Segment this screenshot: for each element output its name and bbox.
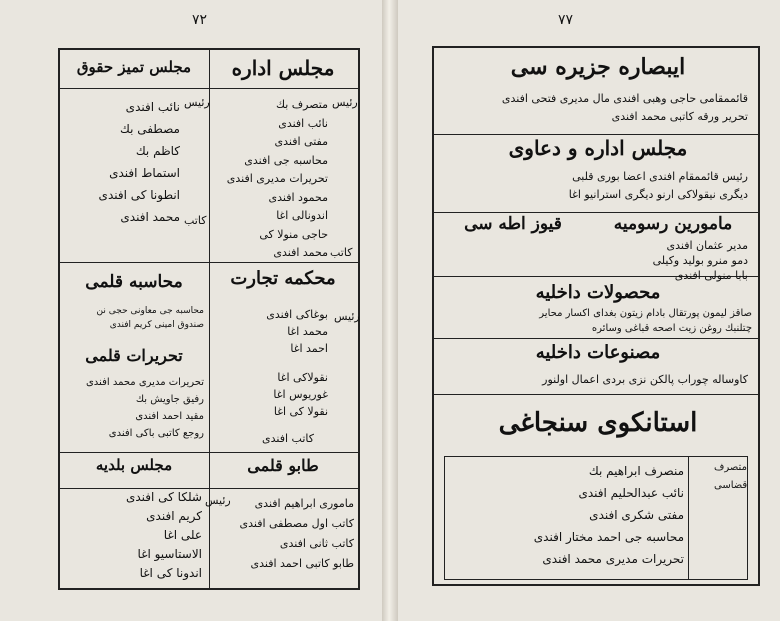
right-section-rusumiye-members: مدير عثمان افندى دمو منرو بوليد وكيلى بابا منولى افندى <box>652 239 748 282</box>
left-section-temyiz-title: مجلس تميز حقوق <box>76 58 192 76</box>
right-section-istanköy-side-1: قضاسى <box>714 480 748 491</box>
left-section-temyiz-footer: كاتب <box>184 214 207 227</box>
right-section-ipsara-members: قائممقامى حاجى وهبى افندى مال مديرى فتحى افندى تحرير ورقه كاتبى محمد افندى <box>501 92 748 123</box>
right-page <box>398 0 780 621</box>
left-section-tahrirat-members: تحريرات مديرى محمد افندى رفيق جاويش بك مقيد احمد افندى روجع كاتبى باكى افندى <box>85 377 204 439</box>
right-section-mahsulat-members: صاقز ليمون پورتقال بادام زيتون بغداى اكسار محاير چتلنبك روغن زيت اصحه قباغى وسائره <box>539 308 752 334</box>
left-page <box>0 0 382 621</box>
left-section-belediye-title: مجلس بلديه <box>95 456 173 474</box>
left-page-number: ٧٢ <box>192 12 208 28</box>
left-section-ticaret-members: بوغاكى افندى محمد اغا احمد اغا نقولاكى اغا غوريوس اغا نقولا كى اغا <box>266 308 328 418</box>
right-section-istanköy-members: منصرف ابراهيم بك نائب عبدالحليم افندى مفتى شكرى افندى محاسبه جى احمد مختار افندى تحريرات مديرى محمد افندى <box>533 464 684 566</box>
right-section-istanköy-side-0: متصرف <box>714 462 747 473</box>
right-page-number: ٧٧ <box>558 12 574 28</box>
left-section-muhasebe-title: محاسبه قلمى <box>85 272 183 292</box>
left-section-belediye-members: شلكا كى افندى كريم افندى على اغا الاستاسيو اغا اندونا كى اغا <box>125 490 202 580</box>
right-section-idare-title: مجلس اداره و دعاوى <box>508 136 688 160</box>
left-section-tahrirat-title: تحريرات قلمى <box>85 346 183 365</box>
right-section-istanköy-title: استانكوى سنجاغى <box>498 408 698 438</box>
left-section-tapu-role: رئيس <box>205 494 231 507</box>
left-section-idare-role: رئيس <box>332 96 358 109</box>
left-section-idare-footer: كاتب <box>330 246 353 259</box>
left-section-tapu-members: مامورى ابراهيم افندى كاتب اول مصطفى افندى كاتب ثانى افندى طابو كاتبى احمد افندى <box>239 497 354 570</box>
left-section-idare-title: مجلس اداره <box>231 56 335 80</box>
right-section-masnuat-title: مصنوعات داخليه <box>535 342 661 363</box>
left-section-ticaret-footer: كاتب افندى <box>262 432 314 445</box>
left-section-tapu-title: طابو قلمى <box>247 456 319 475</box>
left-section-ticaret-role: رئيس <box>334 310 360 323</box>
left-section-idare-members: متصرف بك نائب افندى مفتى افندى محاسبه جى افندى تحريرات مديرى افندى محمود افندى اندونالى اغا حاجى منولا كى محمد افندى <box>226 98 328 259</box>
left-section-temyiz-members: نائب افندى مصطفى بك كاظم بك استماط افندى انطونا كى افندى محمد افندى <box>98 100 180 224</box>
right-section-kos-title: قيوز اطه سى <box>464 214 562 234</box>
left-section-muhasebe-members: محاسبه جى معاونى حجى نن صندوق امينى كريم افندى <box>96 306 204 330</box>
right-section-ipsara-title: ايبصاره جزيره سى <box>510 54 686 80</box>
book-gutter <box>382 0 398 621</box>
right-section-masnuat-members: كاوساله چوراب پالكن نزى بردى اعمال اولنور <box>542 373 748 386</box>
right-section-rusumiye-title: مامورين رسوميه <box>613 214 733 234</box>
left-section-ticaret-title: محكمه تجارت <box>230 268 336 289</box>
right-section-mahsulat-title: محصولات داخليه <box>535 282 661 303</box>
left-section-temyiz-role: رئيس <box>184 96 210 109</box>
right-section-idare-members: رئيس قائممقام افندى اعضا بورى قلبى ديگرى نيقولاكى ارنو ديگرى استرانيو اغا <box>568 170 748 201</box>
